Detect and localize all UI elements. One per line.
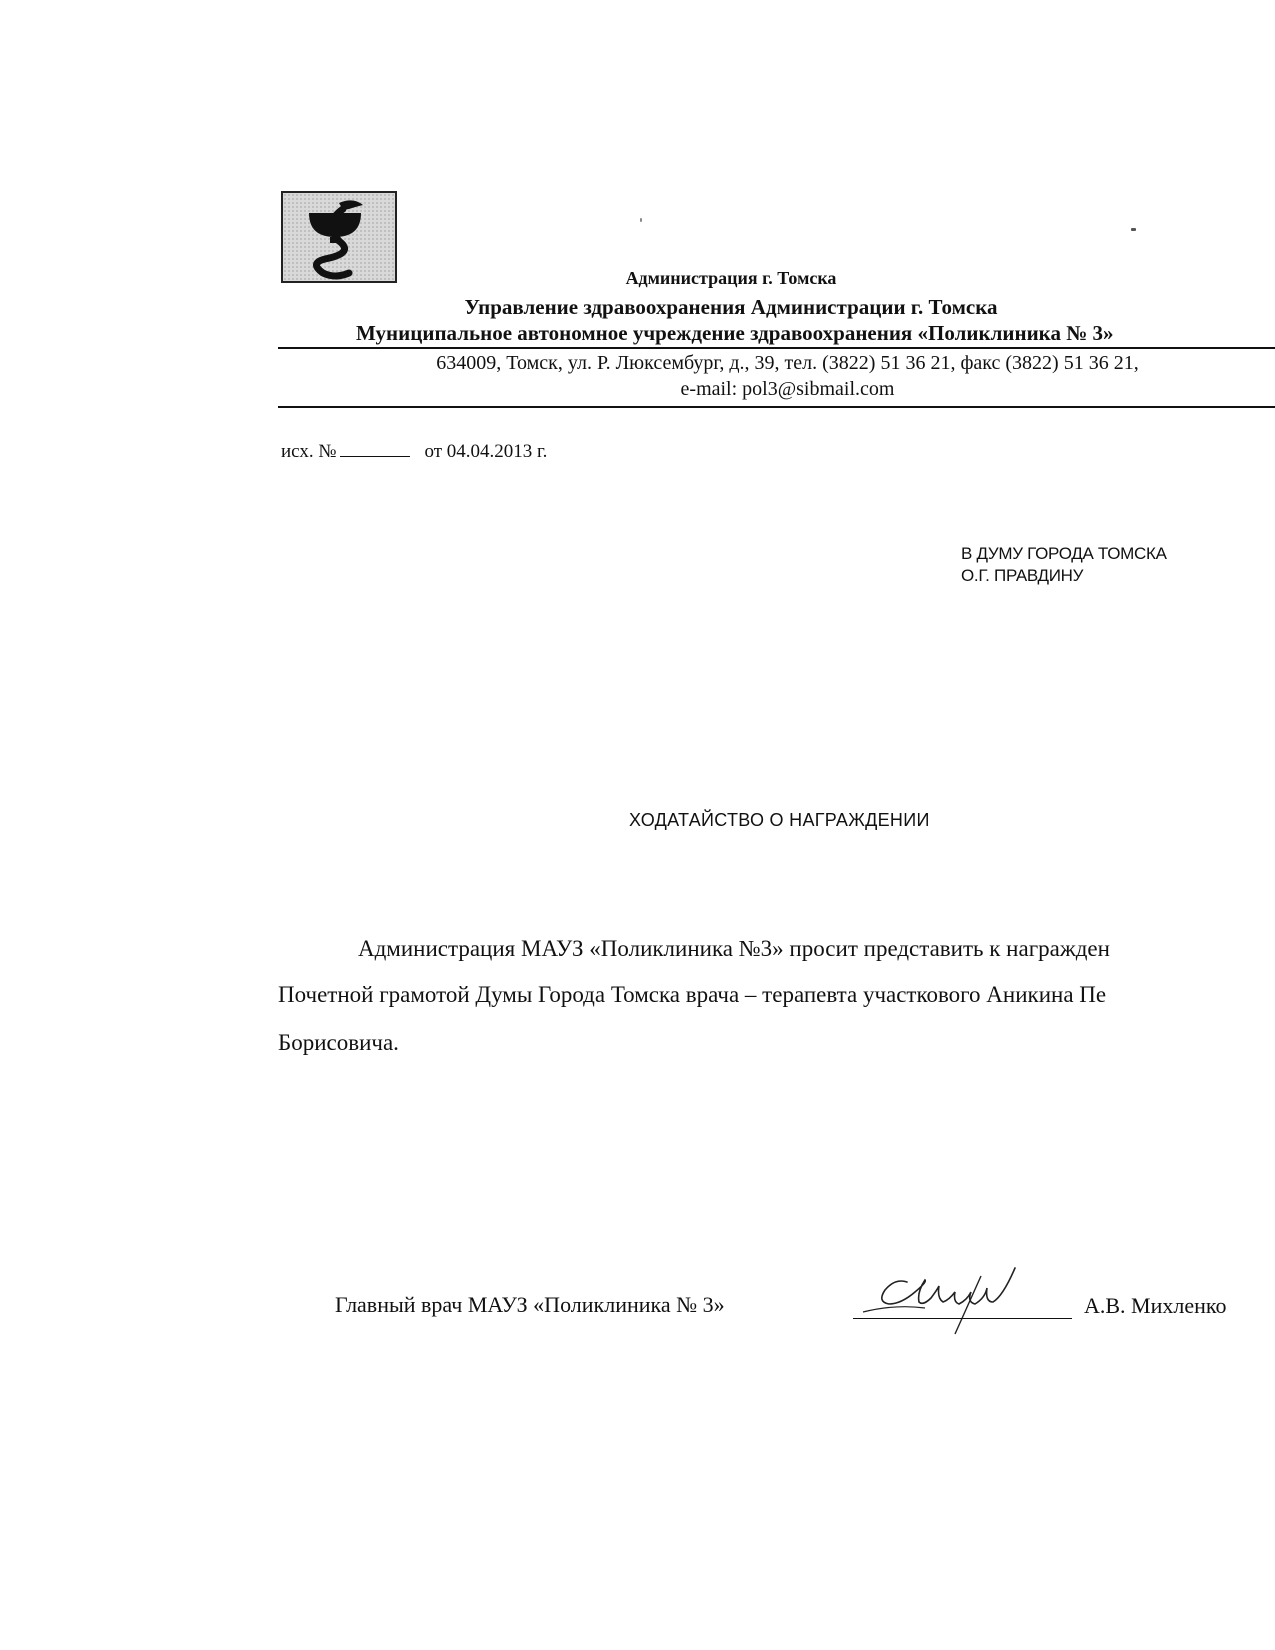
header-administration: Администрация г. Томска	[625, 268, 837, 288]
handwritten-signature	[855, 1252, 1045, 1342]
outgoing-number-label: исх. №	[281, 441, 337, 462]
signature-position: Главный врач МАУЗ «Поликлиника № 3»	[335, 1292, 725, 1317]
scan-speck	[1131, 228, 1136, 231]
scan-speck	[640, 218, 642, 222]
header-top-rule	[278, 347, 1275, 349]
header-bottom-rule	[278, 406, 1275, 408]
outgoing-number-blank	[340, 438, 410, 457]
outgoing-reference	[281, 438, 547, 463]
header-health-department: Управление здравоохранения Администрации г. Томска	[464, 295, 998, 319]
body-line-1: Администрация МАУЗ «Поликлиника №3» просит представить к награжден	[358, 936, 1110, 961]
header-address: 634009, Томск, ул. Р. Люксембург, д., 39, тел. (3822) 51 36 21, факс (3822) 51 36 21,	[436, 352, 1139, 374]
signature-underline	[853, 1318, 1072, 1319]
header-institution: Муниципальное автономное учреждение здравоохранения «Поликлиника № 3»	[356, 321, 1114, 345]
header-email: e-mail: pol3@sibmail.com	[680, 378, 895, 400]
document-title: ХОДАТАЙСТВО О НАГРАЖДЕНИИ	[629, 810, 930, 830]
signatory-name: А.В. Михленко	[1084, 1293, 1227, 1318]
body-line-3: Борисовича.	[278, 1030, 399, 1055]
body-line-2: Почетной грамотой Думы Города Томска врача – терапевта участкового Аникина Пе	[278, 982, 1107, 1007]
recipient-line-1: В ДУМУ ГОРОДА ТОМСКА	[961, 544, 1167, 563]
recipient-line-2: О.Г. ПРАВДИНУ	[961, 566, 1084, 585]
outgoing-date: от 04.04.2013 г.	[424, 441, 548, 462]
